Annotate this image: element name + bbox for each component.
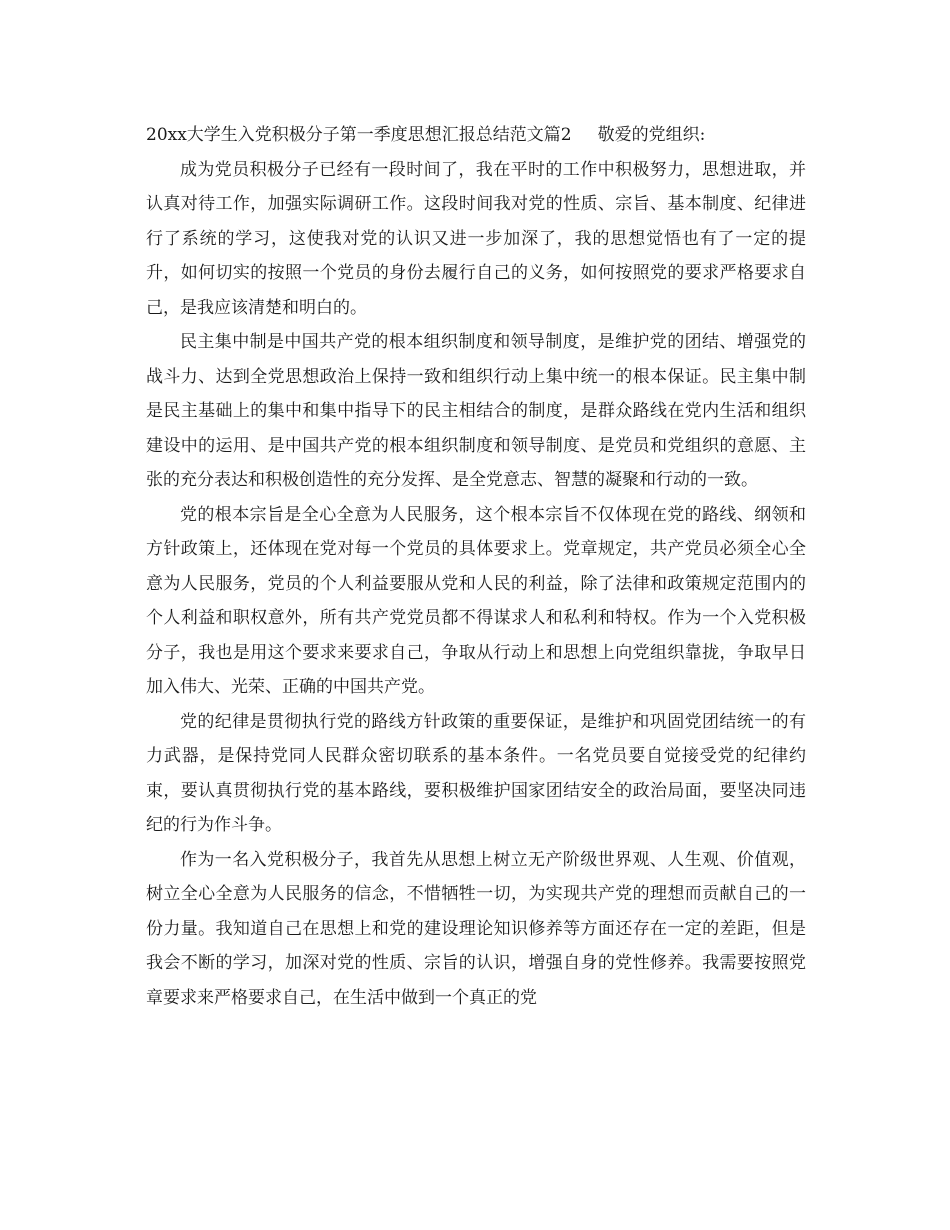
document-page <box>146 118 806 1015</box>
paragraph-3: 党的根本宗旨是全心全意为人民服务，这个根本宗旨不仅体现在党的路线、纲领和方针政策上，还体现在党对每一个党员的具体要求上。党章规定，共产党员必须全心全意为人民服务，党员的个人利益要服从党和人民的利益，除了法律和政策规定范围内的个人利益和职权意外，所有共产党党员都不得谋求人和私利和特权。作为一个入党积极分子，我也是用这个要求来要求自己，争取从行动上和思想上向党组织靠拢，争取早日加入伟大、光荣、正确的中国共产党。 <box>146 504 806 697</box>
paragraph-5: 作为一名入党积极分子，我首先从思想上树立无产阶级世界观、人生观、价值观，树立全心全意为人民服务的信念，不惜牺牲一切，为实现共产党的理想而贡献自己的一份力量。我知道自己在思想上和党的建设理论知识修养等方面还存在一定的差距，但是我会不断的学习，加深对党的性质、宗旨的认识，增强自身的党性修养。我需要按照党章要求来严格要求自己，在生活中做到一个真正的党 <box>146 849 806 1008</box>
salutation: 敬爱的党组织: <box>597 125 706 145</box>
document-heading-line <box>146 118 806 153</box>
paragraph-1: 成为党员积极分子已经有一段时间了，我在平时的工作中积极努力，思想进取，并认真对待工作，加强实际调研工作。这段时间我对党的性质、宗旨、基本制度、纪律进行了系统的学习，这使我对党的认识又进一步加深了，我的思想觉悟也有了一定的提升，如何切实的按照一个党员的身份去履行自己的义务，如何按照党的要求严格要求自己，是我应该清楚和明白的。 <box>146 159 806 318</box>
paragraph-2: 民主集中制是中国共产党的根本组织制度和领导制度，是维护党的团结、增强党的战斗力、达到全党思想政治上保持一致和组织行动上集中统一的根本保证。民主集中制是民主基础上的集中和集中指导下的民主相结合的制度，是群众路线在党内生活和组织建设中的运用、是中国共产党的根本组织制度和领导制度、是党员和党组织的意愿、主张的充分表达和积极创造性的充分发挥、是全党意志、智慧的凝聚和行动的一致。 <box>146 332 806 490</box>
paragraph-4: 党的纪律是贯彻执行党的路线方针政策的重要保证，是维护和巩固党团结统一的有力武器，是保持党同人民群众密切联系的基本条件。一名党员要自觉接受党的纪律约束，要认真贯彻执行党的基本路线，要积极维护国家团结安全的政治局面，要坚决同违纪的行为作斗争。 <box>146 711 806 835</box>
document-title: 20xx大学生入党积极分子第一季度思想汇报总结范文篇2 <box>146 125 572 145</box>
